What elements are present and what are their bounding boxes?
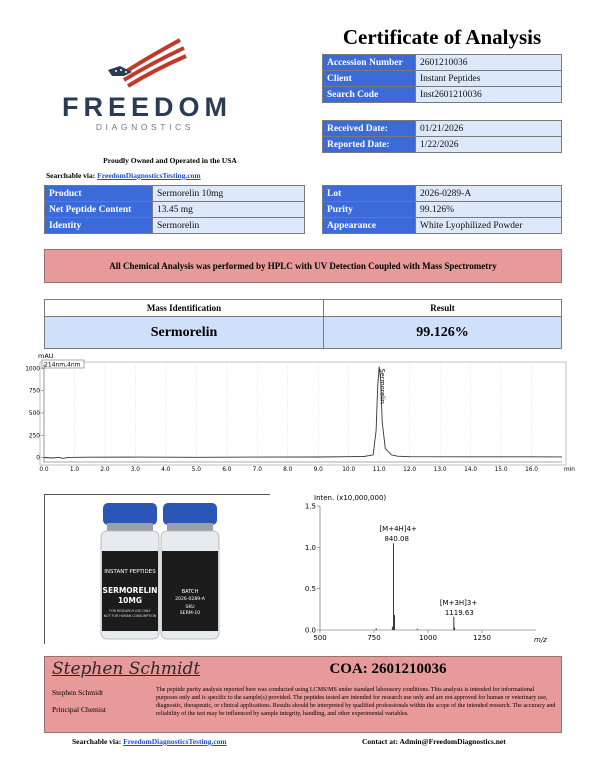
row-value: 1/22/2026	[416, 137, 562, 153]
chrom-y-tick: 500	[28, 411, 40, 417]
row-key: Appearance	[323, 218, 416, 234]
table-row	[323, 137, 562, 153]
row-key: Lot	[323, 186, 416, 202]
chrom-x-tick: 11.0	[372, 467, 386, 473]
brand-name: FREEDOM	[62, 92, 232, 122]
brand-subtitle: DIAGNOSTICS	[95, 122, 195, 132]
dates-table	[322, 120, 562, 153]
ms-peak-ion-label: [M+4H]4+	[379, 525, 417, 534]
lot-table	[322, 185, 562, 234]
contact-label: Contact at:	[362, 737, 400, 746]
hplc-chromatogram	[25, 352, 578, 487]
row-value: 13.45 mg	[153, 202, 305, 218]
vial-brand: INSTANT PEPTIDES	[104, 569, 156, 575]
row-value: Inst2601210036	[416, 87, 562, 103]
searchable-link[interactable]: FreedomDiagnosticsTesting.com	[97, 171, 201, 180]
row-key: Net Peptide Content	[45, 202, 153, 218]
chrom-x-tick: 14.0	[464, 467, 478, 473]
chrom-x-tick: 15.0	[494, 467, 508, 473]
chrom-x-tick: 4.0	[161, 467, 171, 473]
footer-search-label: Searchable via:	[72, 737, 124, 746]
chrom-x-tick: 3.0	[130, 467, 141, 473]
disclaimer: The peptide purity analysis reported here was conducted using LCMS/MS under standard laboratory conditions. This analysis is intended for informational purposes only and is specific to the sample(s) provided. The peptides tested are intended for research use only and are not approved for human or veterinary use, diagnostic, therapeutic, or clinical applications. Results should be interpreted by qualified professionals within the scope of the intended research. The accuracy and reliability of the test may be influenced by sample integrity, handling, and other experimental variables.	[156, 687, 556, 717]
method-banner: All Chemical Analysis was performed by HPLC with UV Detection Coupled with Mass Spectrometry	[44, 249, 562, 283]
chrom-x-tick: 5.0	[191, 467, 201, 473]
mass-spectrum	[290, 492, 550, 644]
vial-batch-label: BATCH	[181, 589, 199, 595]
chrom-y-tick: 0	[36, 455, 40, 462]
table-row	[323, 121, 562, 137]
chrom-frame	[40, 362, 566, 465]
ms-x-tick: 750	[367, 634, 381, 642]
table-row	[323, 55, 562, 71]
tagline: Proudly Owned and Operated in the USA	[103, 156, 237, 165]
table-row	[323, 202, 562, 218]
chrom-x-tick: 6.0	[222, 467, 232, 473]
searchable-line	[46, 171, 201, 180]
vial-dose: 10MG	[117, 596, 143, 605]
row-value: Instant Peptides	[416, 71, 562, 87]
row-key: Accession Number	[323, 55, 416, 71]
flag-logo-icon	[102, 36, 188, 90]
table-row	[45, 186, 305, 202]
searchable-label: Searchable via:	[46, 171, 98, 180]
chrom-y-tick: 1000	[25, 366, 40, 373]
page-title: Certificate of Analysis	[342, 25, 542, 49]
chrom-legend: 214nm,4nm	[44, 361, 81, 369]
ms-y-tick: 0.0	[304, 626, 316, 635]
table-row	[323, 71, 562, 87]
vial-ruo: FOR RESEARCH USE ONLY	[109, 609, 151, 613]
signature: Stephen Schmidt	[52, 659, 201, 679]
row-value: Sermorelin 10mg	[153, 186, 305, 202]
chrom-x-tick: 0.0	[39, 467, 49, 473]
row-key: Identity	[45, 218, 153, 234]
ms-y-tick: 0.5	[304, 585, 316, 594]
chrom-x-tick: 1.0	[69, 467, 80, 473]
ms-peak-value-label: 1119.63	[444, 608, 474, 617]
product-table	[44, 185, 305, 234]
footer-search-link[interactable]: FreedomDiagnosticsTesting.com	[123, 737, 227, 746]
table-row	[323, 186, 562, 202]
chemist-name: Stephen Schmidt	[52, 688, 104, 697]
chrom-ylabel: mAU	[38, 352, 54, 360]
mass-header: Mass Identification	[45, 300, 323, 317]
chrom-x-tick: 13.0	[433, 467, 447, 473]
chrom-series-line	[44, 367, 562, 459]
row-key: Purity	[323, 202, 416, 218]
chrom-x-unit: min	[564, 467, 575, 473]
accession-table	[322, 54, 562, 103]
footer-contact	[362, 737, 506, 746]
ms-x-tick: 1000	[419, 634, 437, 642]
row-key: Product	[45, 186, 153, 202]
ms-x-tick: 500	[313, 634, 327, 642]
row-key: Reported Date:	[323, 137, 416, 153]
chrom-y-tick: 750	[28, 388, 40, 395]
contact-email[interactable]: Admin@FreedomDiagnostics.net	[399, 737, 506, 746]
column-divider	[323, 300, 324, 348]
table-row	[323, 218, 562, 234]
vial-sku-label: SKU	[185, 605, 195, 610]
vial-illustration	[45, 495, 271, 645]
row-value: White Lyophilized Powder	[416, 218, 562, 234]
vial-batch: 2026-0289-A	[175, 597, 205, 602]
result-value: 99.126%	[324, 317, 561, 348]
row-value: 2601210036	[416, 55, 562, 71]
chemist-title: Principal Chemist	[52, 705, 106, 714]
row-value: 99.126%	[416, 202, 562, 218]
row-key: Client	[323, 71, 416, 87]
chrom-x-tick: 8.0	[283, 467, 293, 473]
ms-y-tick: 1.0	[304, 543, 316, 552]
ms-peak-ion-label: [M+3H]3+	[439, 598, 478, 607]
ms-ylabel: Inten. (x10,000,000)	[314, 494, 387, 502]
footer-searchable	[72, 737, 227, 746]
chrom-x-tick: 9.0	[313, 467, 323, 473]
result-header: Result	[324, 300, 561, 317]
chrom-x-tick: 7.0	[252, 467, 262, 473]
vial-product: SERMORELIN	[102, 586, 158, 595]
ms-x-tick: 1250	[473, 634, 491, 642]
chrom-x-tick: 12.0	[403, 467, 417, 473]
vial-sku: SERM-10	[179, 611, 201, 616]
ms-y-tick: 1.5	[304, 502, 316, 511]
chrom-peak-label: Sermorelin	[378, 368, 387, 404]
vial-warning: NOT FOR HUMAN CONSUMPTION	[103, 614, 157, 618]
chrom-x-tick: 10.0	[342, 467, 356, 473]
chrom-x-tick: 16.0	[525, 467, 538, 473]
vial-photo	[44, 494, 270, 644]
row-value: 01/21/2026	[416, 121, 562, 137]
chrom-y-tick: 250	[28, 433, 40, 440]
row-value: Sermorelin	[153, 218, 305, 234]
table-row	[45, 202, 305, 218]
ms-peak-value-label: 840.08	[384, 535, 409, 544]
row-key: Search Code	[323, 87, 416, 103]
mass-identification-table	[44, 299, 562, 349]
row-key: Received Date:	[323, 121, 416, 137]
coa-number: COA: 2601210036	[329, 661, 447, 677]
ms-xlabel: m/z	[534, 636, 547, 644]
mass-value: Sermorelin	[45, 317, 323, 348]
table-row	[323, 87, 562, 103]
table-row	[45, 218, 305, 234]
chrom-x-tick: 2.0	[100, 467, 110, 473]
row-value: 2026-0289-A	[416, 186, 562, 202]
